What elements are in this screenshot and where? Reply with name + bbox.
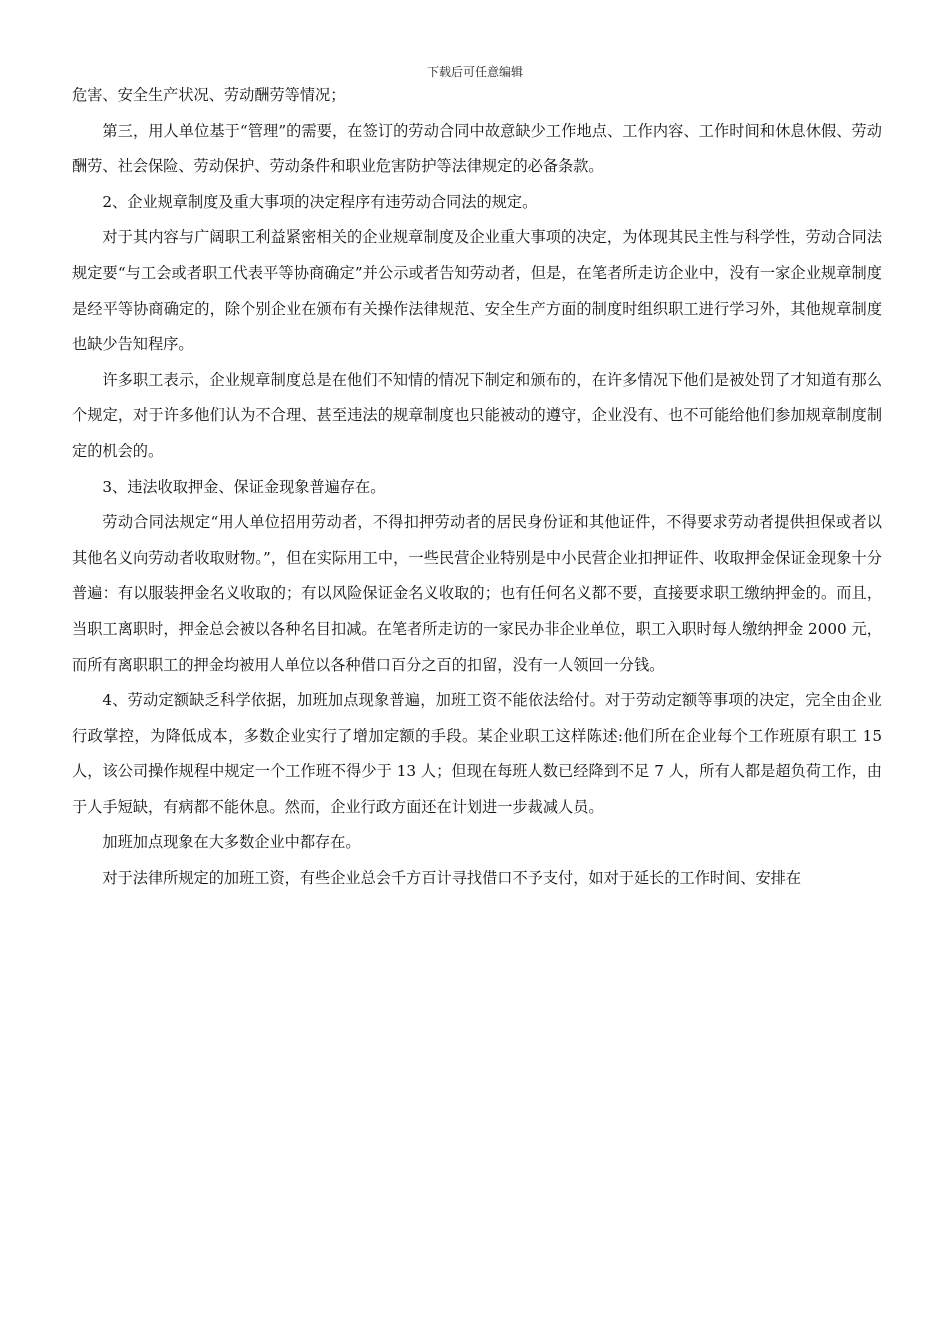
section-heading: 2、企业规章制度及重大事项的决定程序有违劳动合同法的规定。	[102, 192, 538, 211]
paragraph: 许多职工表示，企业规章制度总是在他们不知情的情况下制定和颁布的，在许多情况下他们是被处罚了才知道有那么个规定，对于许多他们认为不合理、甚至违法的规章制度也只能被动的遵守，企业没有、也不可能给他们参加规章制度制定的机会的。	[72, 370, 882, 460]
paragraph: 第三，用人单位基于“管理”的需要，在签订的劳动合同中故意缺少工作地点、工作内容、工作时间和休息休假、劳动酬劳、社会保险、劳动保护、劳动条件和职业危害防护等法律规定的必备条款。	[72, 121, 882, 176]
paragraph: 危害、安全生产状况、劳动酬劳等情况；	[72, 86, 346, 104]
paragraph: 对于其内容与广阔职工利益紧密相关的企业规章制度及企业重大事项的决定，为体现其民主性与科学性，劳动合同法规定要“与工会或者职工代表平等协商确定”并公示或者告知劳动者，但是，在笔者所走访企业中，没有一家企业规章制度是经平等协商确定的，除个别企业在颁布有关操作法律规范、安全生产方面的制度时组织职工进行学习外，其他规章制度也缺少告知程序。	[72, 228, 882, 354]
paragraph: 加班加点现象在大多数企业中都存在。	[102, 833, 361, 852]
section-heading: 3、违法收取押金、保证金现象普遍存在。	[102, 477, 386, 496]
document-body	[72, 78, 882, 897]
paragraph: 劳动合同法规定“用人单位招用劳动者，不得扣押劳动者的居民身份证和其他证件，不得要求劳动者提供担保或者以其他名义向劳动者收取财物。”，但在实际用工中，一些民营企业特别是中小民营企业扣押证件、收取押金保证金现象十分普遍：有以服装押金名义收取的；有以风险保证金名义收取的；也有任何名义都不要，直接要求职工缴纳押金的。而且，当职工离职时，押金总会被以各种名目扣减。在笔者所走访的一家民办非企业单位，职工入职时每人缴纳押金 2000 元，而所有离职职工的押金均被用人单位以各种借口百分之百的扣留，没有一人领回一分钱。	[72, 513, 882, 674]
page-header: 下载后可任意编辑	[426, 65, 523, 79]
paragraph: 对于法律所规定的加班工资，有些企业总会千方百计寻找借口不予支付，如对于延长的工作时间、安排在	[102, 869, 802, 888]
section-heading: 4、劳动定额缺乏科学依据，加班加点现象普遍，加班工资不能依法给付。对于劳动定额等事项的决定，完全由企业行政掌控，为降低成本，多数企业实行了增加定额的手段。某企业职工这样陈述:他们所在企业每个工作班原有职工 15 人，该公司操作规程中规定一个工作班不得少于 13 人；但现在每班人数已经降到不足 7 人，所有人都是超负荷工作，由于人手短缺，有病都不能休息。然而，企业行政方面还在计划进一步裁减人员。	[72, 691, 882, 816]
